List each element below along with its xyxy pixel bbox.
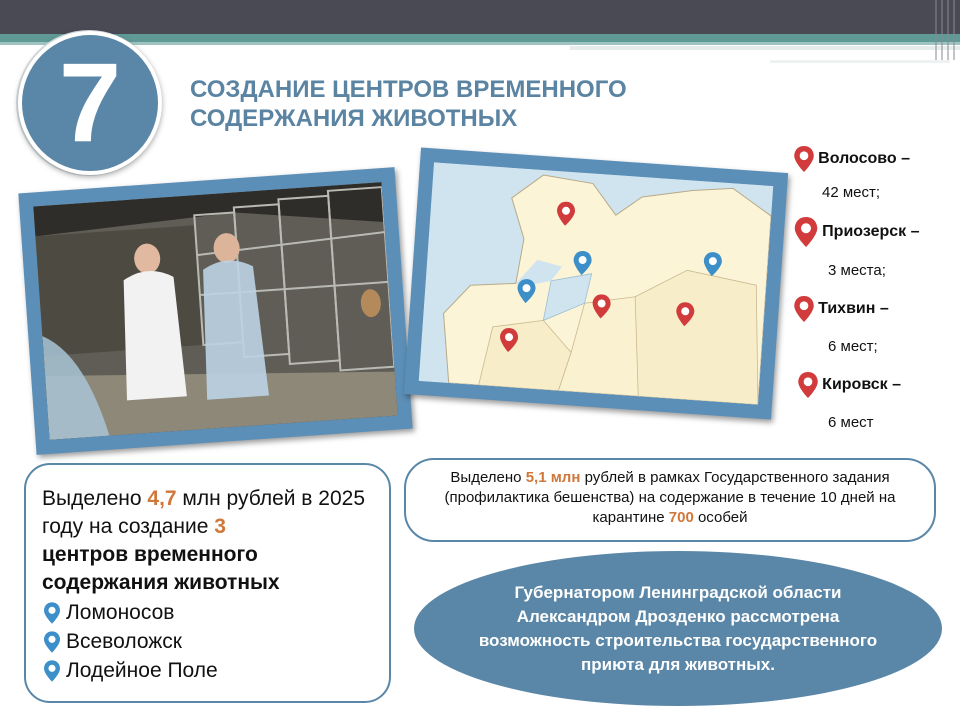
text-part: Выделено bbox=[450, 469, 526, 486]
map-pin-red-icon bbox=[794, 296, 814, 322]
decorative-line bbox=[570, 46, 960, 50]
centers-label: центров временного содержания животных bbox=[42, 543, 280, 594]
slide-title: СОЗДАНИЕ ЦЕНТРОВ ВРЕМЕННОГО СОДЕРЖАНИЯ ЖИВОТНЫХ bbox=[190, 76, 627, 132]
location-name: Всеволожск bbox=[66, 630, 182, 653]
count-value: 700 bbox=[668, 509, 694, 526]
map-pin-blue-icon bbox=[44, 631, 60, 653]
map-pin-red-icon bbox=[794, 217, 818, 247]
slide-number-badge bbox=[18, 31, 162, 175]
text-part: рублей в рамках Государственного задания (профилактика бешенства) на содержание в течение 10 дней на карантине bbox=[444, 469, 896, 526]
city-count: 6 мест; bbox=[828, 338, 878, 355]
city-name: Тихвин – bbox=[818, 299, 889, 317]
location-item bbox=[44, 630, 182, 654]
map-frame bbox=[404, 147, 788, 419]
city-kirovsk bbox=[798, 372, 901, 398]
map-pin-red-icon bbox=[794, 146, 814, 172]
header-accent-bar bbox=[0, 34, 960, 42]
city-priozersk bbox=[794, 217, 920, 247]
amount-value: 5,1 млн bbox=[525, 469, 581, 486]
text-part: млн рублей в 2025 году на создание bbox=[42, 487, 366, 538]
region-map bbox=[419, 162, 773, 404]
amount-value: 4,7 bbox=[147, 487, 177, 510]
city-count: 3 места; bbox=[828, 262, 886, 279]
decorative-line bbox=[770, 60, 950, 63]
photo-frame bbox=[18, 167, 412, 455]
city-name: Волосово – bbox=[818, 149, 911, 167]
city-volosovo bbox=[794, 146, 910, 172]
text-part: особей bbox=[693, 509, 748, 526]
funding-centers-text bbox=[42, 485, 377, 597]
city-name: Кировск – bbox=[822, 375, 902, 393]
location-item bbox=[44, 659, 218, 683]
location-name: Ломоносов bbox=[66, 601, 175, 624]
quarantine-funding-text bbox=[416, 468, 924, 528]
header-sub-bar bbox=[0, 42, 960, 45]
corner-decoration bbox=[930, 0, 960, 60]
location-item bbox=[44, 601, 174, 625]
header-bar bbox=[0, 0, 960, 34]
governor-text: Губернатором Ленинградской области Александром Дрозденко рассмотрена возможность строительства государственного приюта для животных. bbox=[478, 582, 878, 674]
count-value: 3 bbox=[214, 515, 226, 538]
funding-centers-box bbox=[24, 463, 391, 703]
city-count: 6 мест bbox=[828, 414, 874, 431]
quarantine-funding-box bbox=[404, 458, 936, 542]
map-pin-blue-icon bbox=[44, 602, 60, 624]
map-pin-blue-icon bbox=[44, 660, 60, 682]
text-part: Выделено bbox=[42, 487, 148, 510]
slide-number: 7 bbox=[58, 40, 122, 165]
governor-note bbox=[414, 551, 942, 706]
location-name: Лодейное Поле bbox=[66, 659, 218, 682]
shelter-photo bbox=[33, 182, 397, 440]
city-name: Приозерск – bbox=[822, 222, 920, 240]
city-count: 42 мест; bbox=[822, 184, 881, 201]
map-pin-red-icon bbox=[798, 372, 818, 398]
city-tikhvin bbox=[794, 296, 889, 322]
